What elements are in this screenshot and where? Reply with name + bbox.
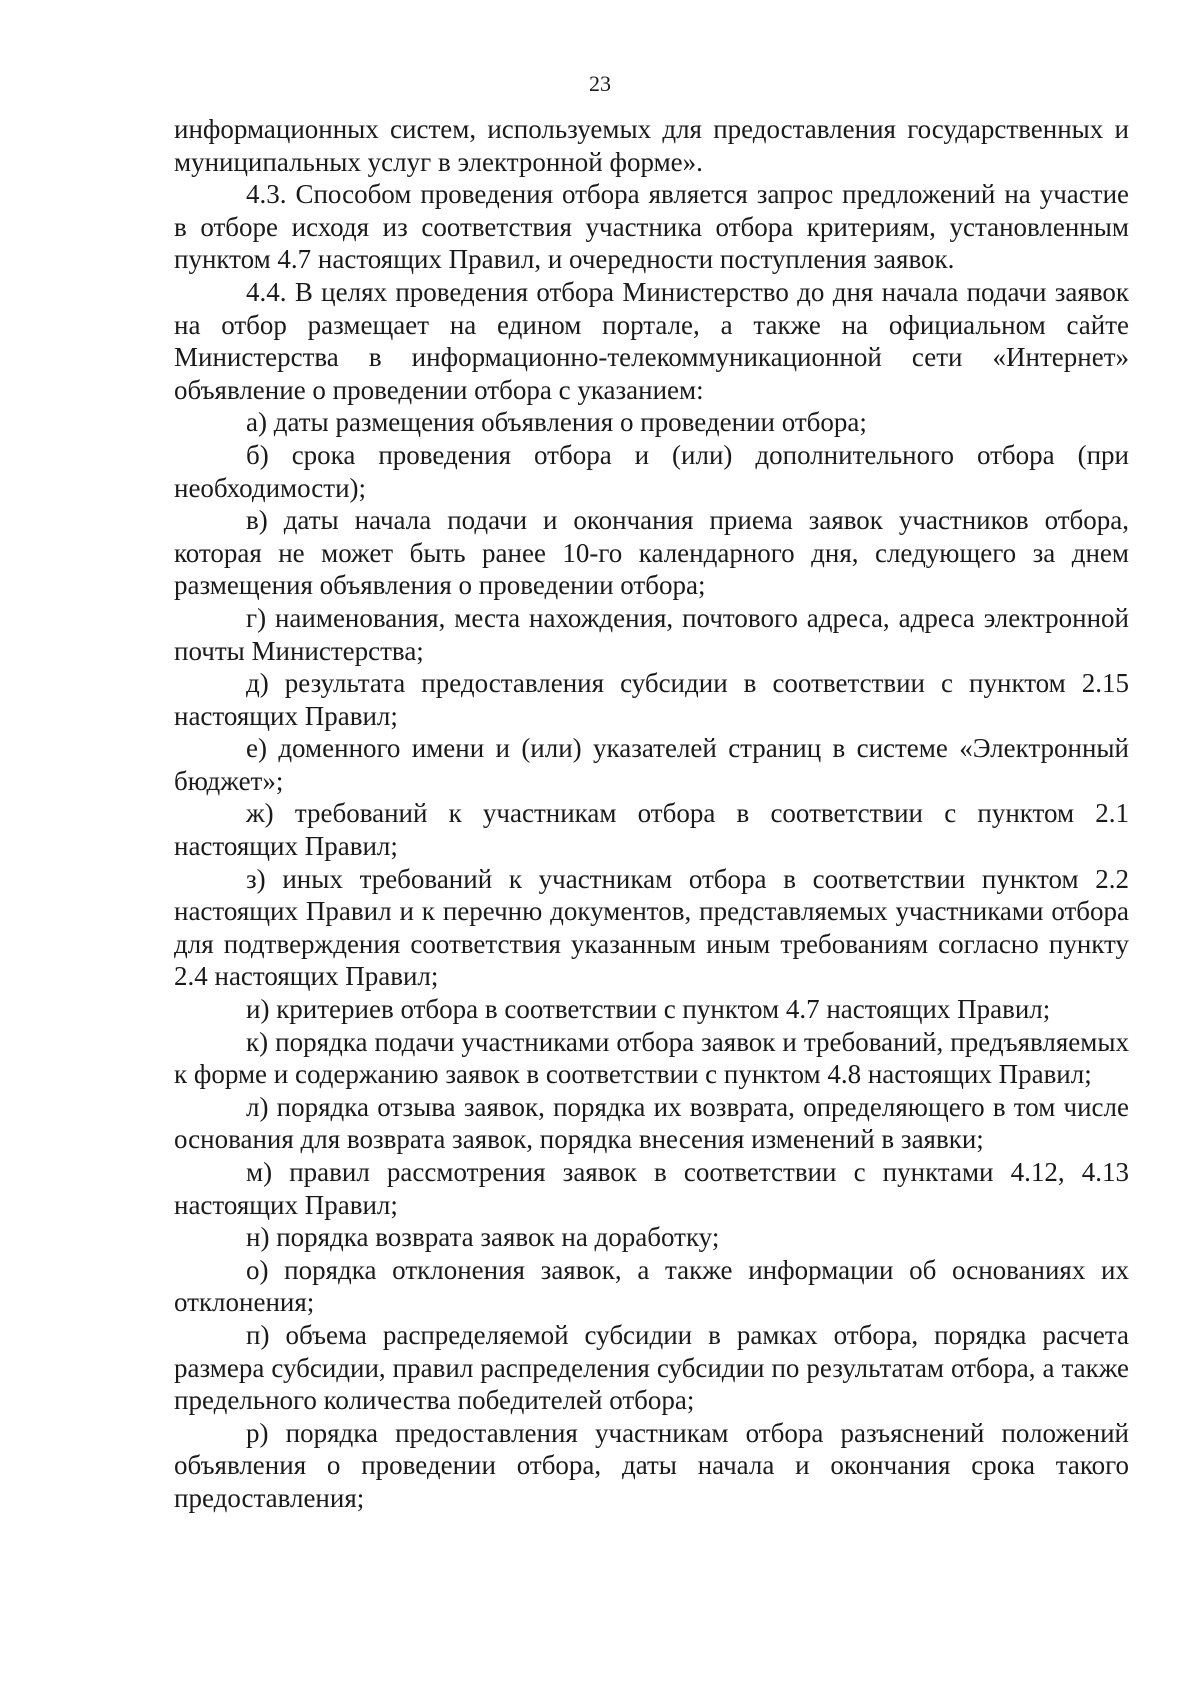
list-item: л) порядка отзыва заявок, порядка их возврата, определяющего в том числе основания для возврата заявок, порядка внесения изменений в заявки; (174, 1091, 1129, 1155)
page-number: 23 (589, 71, 611, 96)
list-item: м) правил рассмотрения заявок в соответствии с пунктами 4.12, 4.13 настоящих Правил; (174, 1157, 1129, 1220)
list-item: н) порядка возврата заявок на доработку; (246, 1222, 720, 1253)
paragraph: 4.3. Способом проведения отбора является запрос предложений на участие в отборе исходя из соответствия участника отбора критериям, установленным пунктом 4.7 настоящих Правил, и очередности поступления заявок. (174, 179, 1129, 275)
list-item: з) иных требований к участникам отбора в соответствии пунктом 2.2 настоящих Правил и к перечню документов, представляемых участниками отбора для подтверждения соответствия указанным иным требованиям согласно пункту 2.4 настоящих Правил; (174, 863, 1129, 992)
list-item: ж) требований к участникам отбора в соответствии с пунктом 2.1 настоящих Правил; (174, 798, 1129, 862)
list-item: о) порядка отклонения заявок, а также информации об основаниях их отклонения; (174, 1254, 1129, 1318)
list-item: а) даты размещения объявления о проведении отбора; (246, 407, 867, 438)
list-item: в) даты начала подачи и окончания приема заявок участников отбора, которая не может быть ранее 10-го календарного дня, следующего за днем размещения объявления о проведении отбора; (174, 505, 1129, 601)
list-item: р) порядка предоставления участникам отбора разъяснений положений объявления о проведении отбора, даты начала и окончания срока такого предоставления; (174, 1417, 1129, 1513)
list-item: п) объема распределяемой субсидии в рамках отбора, порядка расчета размера субсидии, правил распределения субсидии по результатам отбора, а также предельного количества победителей отбора; (174, 1319, 1129, 1416)
list-item: д) результата предоставления субсидии в соответствии с пунктом 2.15 настоящих Правил; (174, 668, 1129, 731)
paragraph: 4.4. В целях проведения отбора Министерство до дня начала подачи заявок на отбор размещает на едином портале, а также на официальном сайте Министерства в информационно-телекоммуникационной сети «Интернет» объявление о проведении отбора с указанием: (174, 276, 1129, 405)
list-item: и) критериев отбора в соответствии с пунктом 4.7 настоящих Правил; (246, 994, 1051, 1025)
document-body (174, 113, 1129, 1515)
list-item: г) наименования, места нахождения, почтового адреса, адреса электронной почты Министерства; (174, 602, 1129, 666)
list-item: к) порядка подачи участниками отбора заявок и требований, предъявляемых к форме и содержанию заявок в соответствии с пунктом 4.8 настоящих Правил; (174, 1026, 1129, 1090)
list-item: е) доменного имени и (или) указателей страниц в системе «Электронный бюджет»; (174, 733, 1129, 796)
list-item: б) срока проведения отбора и (или) дополнительного отбора (при необходимости); (174, 439, 1129, 503)
paragraph: информационных систем, используемых для предоставления государственных и муниципальных услуг в электронной форме». (174, 114, 1129, 177)
